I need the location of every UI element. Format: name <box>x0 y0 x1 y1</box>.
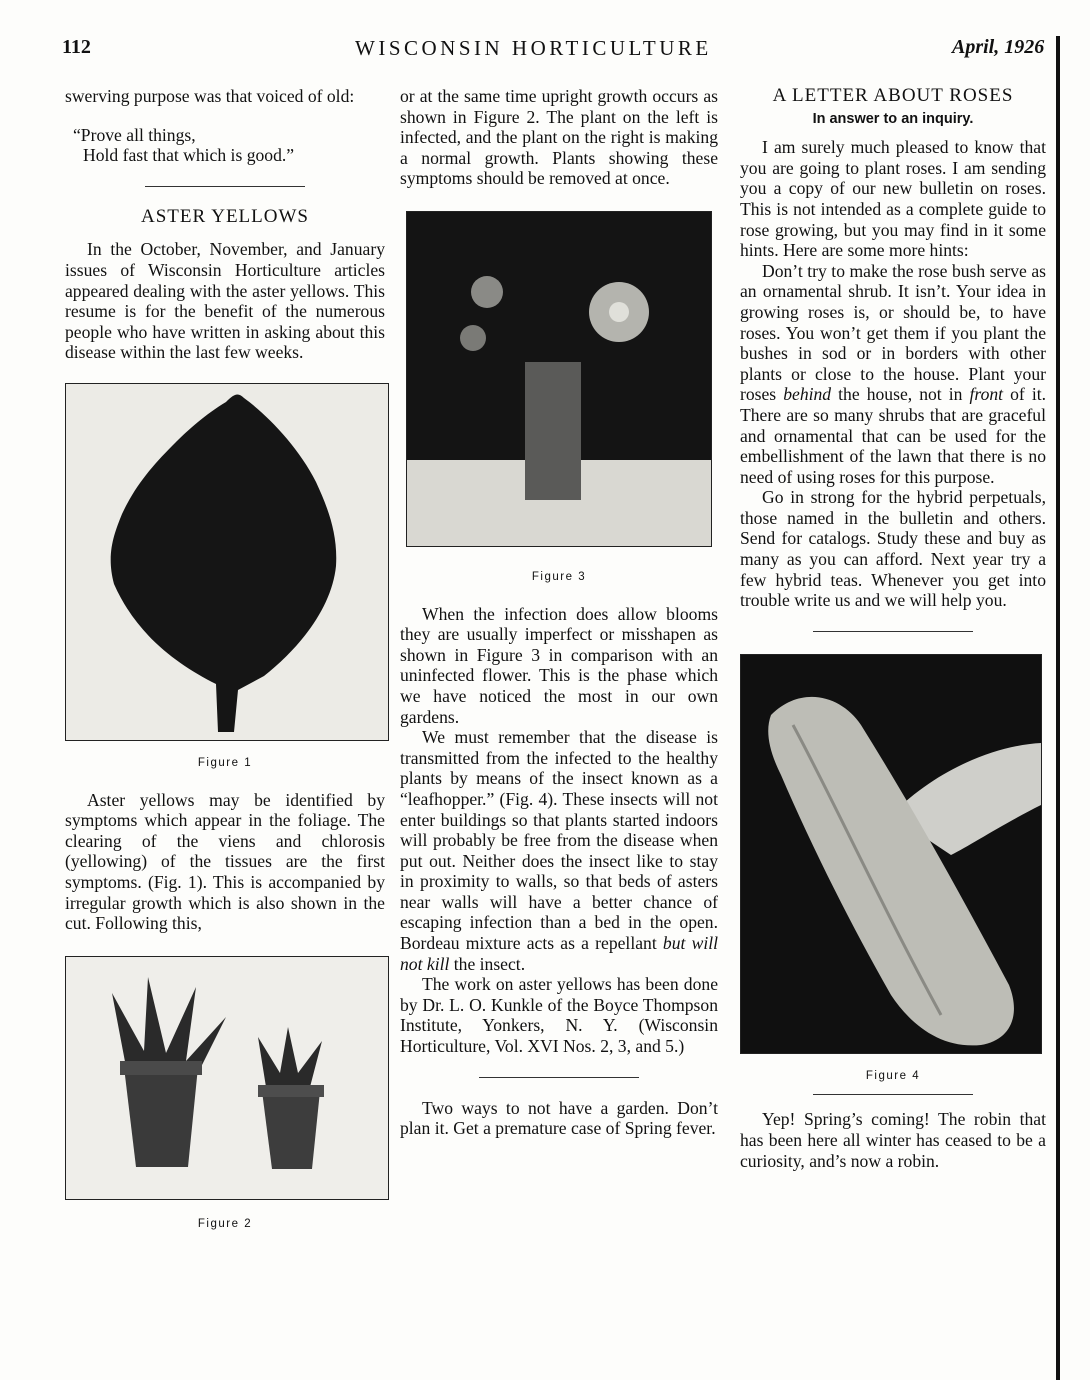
column-left <box>65 86 385 1234</box>
emphasis-text: but will not kill <box>400 933 719 974</box>
paragraph-text: the house, not in <box>831 384 970 405</box>
paragraph-text: We must remember that the disease is transmitted from the infected to the healthy plants by means of the insect known as a “leafhopper.” (Fig. 4). These insects will not enter buildings so that plants started indoors will probably be free from the disease when put out. Neither does the insect like to stay in proximity to walls, so that beds of asters near walls will have a better chance of escaping infection than a bed in the open. Bordeau mixture acts as a repellant <box>400 727 718 954</box>
divider-rule <box>479 1077 639 1078</box>
page-number: 112 <box>62 36 91 58</box>
divider-rule <box>813 1094 973 1095</box>
article-paragraph: or at the same time upright growth occurs as shown in Figure 2. The plant on the left is infected, and the plant on the right is making a normal growth. Plants showing these symptoms should be removed at once. <box>400 86 718 189</box>
paragraph-text: Don’t try to make the rose bush serve as an ornamental shrub. It isn’t. Your idea in growing roses is, or should be, to have roses. You won’t get them if you plant the bushes in sod or in borders with other plants or close to the house. Plant your roses <box>740 260 1046 405</box>
figure-2-caption: Figure 2 <box>197 1217 253 1230</box>
article-paragraph <box>740 261 1046 488</box>
issue-date: April, 1926 <box>952 36 1045 58</box>
figure-4-caption: Figure 4 <box>865 1069 921 1082</box>
emphasis-text: behind <box>783 384 832 405</box>
article-paragraph: When the infection does allow blooms they are usually imperfect or misshapen as shown in Figure 3 in comparison with an uninfected flower. This is the phase which we have noticed the most in our own gardens. <box>400 603 718 727</box>
continued-paragraph: swerving purpose was that voiced of old: <box>65 86 355 106</box>
article-paragraph: I am surely much pleased to know that you are going to plant roses. I am sending you a copy of our new bulletin on roses. This is not intended as a complete guide to rose growing, but you may find in it some hints. Here are some more hints: <box>740 137 1046 261</box>
article-paragraph <box>400 727 718 974</box>
leafhopper-illustration <box>741 655 1041 1053</box>
figure-3-flowers-photo <box>406 211 712 547</box>
figure-3-caption: Figure 3 <box>531 570 587 583</box>
flowers-illustration <box>407 212 711 546</box>
article-paragraph: Aster yellows may be identified by symptoms which appear in the foliage. The clearing of the viens and chlorosis (yellowing) of the tissues are the first symptoms. (Fig. 1). This is accompanied by irregular growth which is also shown in the cut. Following this, <box>65 789 385 934</box>
figure-4-leafhopper-photo <box>740 654 1042 1054</box>
divider-rule <box>813 631 973 632</box>
quotation <box>73 125 385 166</box>
page-edge-divider <box>1056 36 1060 1380</box>
article-paragraph: Go in strong for the hybrid perpetuals, those named in the bulletin and others. Send for catalogs. Study these and buy as many as you can afford. Next year try a few hybrid teas. Whenever you get into trouble write us and we will help you. <box>740 487 1046 611</box>
page-header <box>0 36 1090 68</box>
paragraph-text: the insect. <box>449 953 526 974</box>
figure-1-leaf-photo <box>65 383 389 741</box>
article-paragraph: The work on aster yellows has been done by Dr. L. O. Kunkle of the Boyce Thompson Institute, Yonkers, N. Y. (Wisconsin Horticulture, Vol. XVI Nos. 2, 3, and 5.) <box>400 974 718 1057</box>
leaf-illustration <box>66 384 388 740</box>
figure-1-caption: Figure 1 <box>197 756 253 769</box>
quotation-line: Hold fast that which is good.” <box>83 145 295 166</box>
quotation-line: “Prove all things, <box>73 124 196 145</box>
filler-paragraph: Yep! Spring’s coming! The robin that has been here all winter has ceased to be a curiosity, and’s now a robin. <box>740 1109 1046 1171</box>
figure-2-potted-plants-photo <box>65 956 389 1200</box>
article-title: ASTER YELLOWS <box>141 205 309 227</box>
column-middle <box>400 86 718 1139</box>
paragraph-text: of it. There are so many shrubs that are graceful and ornamental that can be used for the embellishment of the lawn that there is no need of using roses for this purpose. <box>740 384 1046 487</box>
article-title: A LETTER ABOUT ROSES <box>772 85 1014 106</box>
column-right <box>740 86 1046 1171</box>
divider-rule <box>145 186 305 187</box>
emphasis-text: front <box>969 384 1004 405</box>
article-paragraph: In the October, November, and January issues of Wisconsin Horticulture articles appeared dealing with the aster yellows. This resume is for the benefit of the numerous people who have written in asking about this disease within the last few weeks. <box>65 239 385 363</box>
article-subtitle: In answer to an inquiry. <box>812 110 974 127</box>
potted-plants-illustration <box>66 957 388 1199</box>
filler-paragraph: Two ways to not have a garden. Don’t plan it. Get a premature case of Spring fever. <box>400 1097 718 1139</box>
journal-title: WISCONSIN HORTICULTURE <box>355 36 712 60</box>
